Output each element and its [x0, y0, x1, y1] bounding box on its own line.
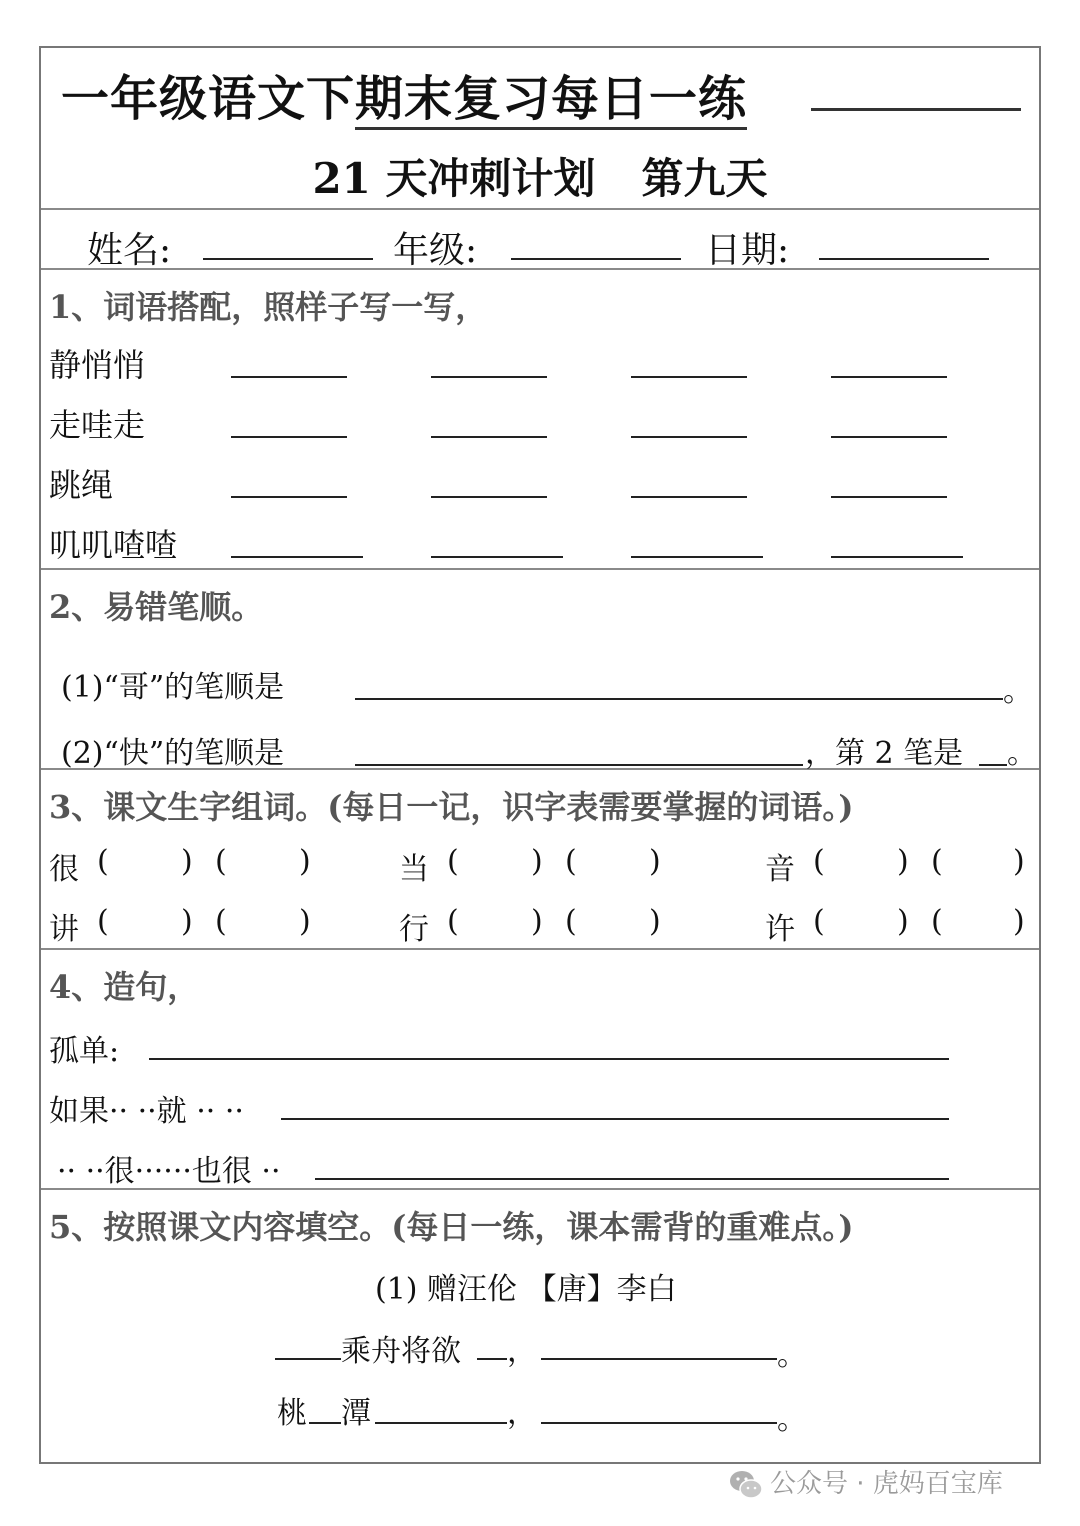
q3-paren-open: (	[97, 844, 109, 879]
poem-line-2-blank-c[interactable]	[541, 1422, 777, 1424]
header-section	[41, 48, 1039, 210]
wechat-icon	[728, 1467, 764, 1503]
q3-char: 讲	[49, 912, 79, 947]
q1-row-label: 静悄悄	[49, 346, 146, 384]
q1-answer-blank[interactable]	[831, 436, 947, 438]
q1-answer-blank[interactable]	[231, 556, 363, 558]
grade-field[interactable]	[393, 222, 477, 273]
q3-paren-close: )	[649, 904, 661, 939]
q4-line-2-label: 如果·· ··就 ·· ··	[49, 1094, 244, 1129]
worksheet	[39, 46, 1041, 1464]
date-field[interactable]	[705, 222, 789, 273]
watermark	[728, 1463, 1048, 1503]
question-2-heading: 2、易错笔顺。	[49, 588, 264, 626]
grade-label: 年级:	[393, 230, 478, 271]
q1-answer-blank[interactable]	[431, 436, 547, 438]
q4-line-1-blank[interactable]	[149, 1058, 949, 1060]
q1-row-label: 叽叽喳喳	[49, 526, 178, 564]
q3-paren-open: (	[813, 904, 825, 939]
watermark-text: 公众号 · 虎妈百宝库	[770, 1469, 1003, 1499]
page-subtitle	[41, 146, 1039, 206]
q3-char: 当	[399, 852, 429, 887]
q2-item-1-prefix: (1)“哥”的笔顺是	[61, 670, 285, 705]
name-label: 姓名:	[87, 230, 172, 271]
q3-paren-close: )	[897, 844, 909, 879]
q3-paren-open: (	[931, 844, 943, 879]
q1-answer-blank[interactable]	[431, 556, 563, 558]
question-3-section	[41, 770, 1039, 950]
question-1-section	[41, 270, 1039, 570]
poem-line-2-text-a: 桃	[277, 1396, 307, 1431]
q2-item-2-mid: ，第 2 笔是	[805, 736, 964, 771]
q3-paren-open: (	[565, 904, 577, 939]
poem-title: (1) 赠汪伦 【唐】李白	[375, 1272, 677, 1307]
poem-line-1-comma: ，	[507, 1334, 537, 1369]
question-5-heading: 5、按照课文内容填空。(每日一练，课本需背的重难点。)	[49, 1208, 854, 1246]
title-part2: 期末复习每日一练	[355, 71, 747, 130]
q2-item-2-stroke-blank[interactable]	[979, 764, 1007, 766]
q4-line-3-label: ·· ··很······也很 ··	[57, 1154, 281, 1189]
q3-paren-close: )	[1013, 844, 1025, 879]
q3-paren-close: )	[531, 844, 543, 879]
q1-answer-blank[interactable]	[431, 496, 547, 498]
q1-row-label: 走哇走	[49, 406, 146, 444]
q3-paren-open: (	[215, 844, 227, 879]
poem-line-2-blank-a[interactable]	[309, 1422, 341, 1424]
q1-answer-blank[interactable]	[231, 376, 347, 378]
q2-item-2-suffix: 。	[1007, 736, 1037, 771]
poem-line-1-blank-c[interactable]	[541, 1358, 777, 1360]
name-blank[interactable]	[203, 258, 373, 260]
poem-line-2-text-b: 潭	[341, 1396, 371, 1431]
poem-line-1-blank-a[interactable]	[275, 1358, 341, 1360]
question-3-heading: 3、课文生字组词。(每日一记，识字表需要掌握的词语。)	[49, 788, 854, 826]
q3-paren-open: (	[447, 844, 459, 879]
q3-paren-close: )	[299, 904, 311, 939]
q1-answer-blank[interactable]	[831, 376, 947, 378]
poem-line-2-comma: ，	[507, 1396, 537, 1431]
q1-answer-blank[interactable]	[431, 376, 547, 378]
poem-line-1-text: 乘舟将欲	[341, 1334, 461, 1369]
q2-item-1-suffix: 。	[1003, 674, 1033, 709]
q1-answer-blank[interactable]	[631, 436, 747, 438]
question-4-section	[41, 950, 1039, 1190]
question-1-heading: 1、词语搭配，照样子写一写，	[49, 288, 488, 326]
q3-paren-open: (	[931, 904, 943, 939]
q3-paren-open: (	[97, 904, 109, 939]
q3-paren-close: )	[181, 844, 193, 879]
q3-paren-close: )	[531, 904, 543, 939]
date-blank[interactable]	[819, 258, 989, 260]
q3-char: 许	[765, 912, 795, 947]
q3-paren-open: (	[447, 904, 459, 939]
q1-answer-blank[interactable]	[231, 496, 347, 498]
poem-line-1-end: 。	[777, 1338, 807, 1373]
question-4-heading: 4、造句，	[49, 968, 200, 1006]
q3-paren-open: (	[215, 904, 227, 939]
q1-row-label: 跳绳	[49, 466, 114, 504]
q1-answer-blank[interactable]	[831, 496, 947, 498]
title-part1: 一年级语文下	[61, 71, 356, 127]
poem-line-2-blank-b[interactable]	[375, 1422, 507, 1424]
q3-char: 音	[765, 852, 795, 887]
q1-answer-blank[interactable]	[631, 556, 763, 558]
title-underline	[811, 108, 1021, 111]
q3-paren-close: )	[299, 844, 311, 879]
student-info-section	[41, 210, 1039, 270]
q2-item-1-blank[interactable]	[355, 698, 1003, 700]
q3-paren-close: )	[897, 904, 909, 939]
q3-char: 很	[49, 852, 79, 887]
q1-answer-blank[interactable]	[831, 556, 963, 558]
q3-paren-open: (	[565, 844, 577, 879]
q1-answer-blank[interactable]	[631, 496, 747, 498]
q4-line-1-label: 孤单:	[49, 1034, 120, 1069]
name-field[interactable]	[87, 222, 171, 273]
subtitle-day: 第九天	[641, 154, 768, 203]
q3-paren-close: )	[649, 844, 661, 879]
q1-answer-blank[interactable]	[231, 436, 347, 438]
q4-line-2-blank[interactable]	[281, 1118, 949, 1120]
question-2-section	[41, 570, 1039, 770]
grade-blank[interactable]	[511, 258, 681, 260]
page-title	[61, 60, 747, 129]
date-label: 日期:	[705, 230, 790, 271]
q3-paren-close: )	[1013, 904, 1025, 939]
poem-line-2-end: 。	[777, 1402, 807, 1437]
q1-answer-blank[interactable]	[631, 376, 747, 378]
q3-char: 行	[399, 912, 429, 947]
q3-paren-open: (	[813, 844, 825, 879]
q4-line-3-blank[interactable]	[315, 1178, 949, 1180]
q2-item-1	[61, 662, 284, 706]
q2-item-2	[61, 728, 284, 772]
question-5-section	[41, 1190, 1039, 1466]
q2-item-2-blank[interactable]	[355, 764, 803, 766]
q3-paren-close: )	[181, 904, 193, 939]
q2-item-2-prefix: (2)“快”的笔顺是	[61, 736, 285, 771]
subtitle-plan: 21 天冲刺计划	[312, 154, 596, 203]
poem-line-1-blank-b[interactable]	[477, 1358, 507, 1360]
